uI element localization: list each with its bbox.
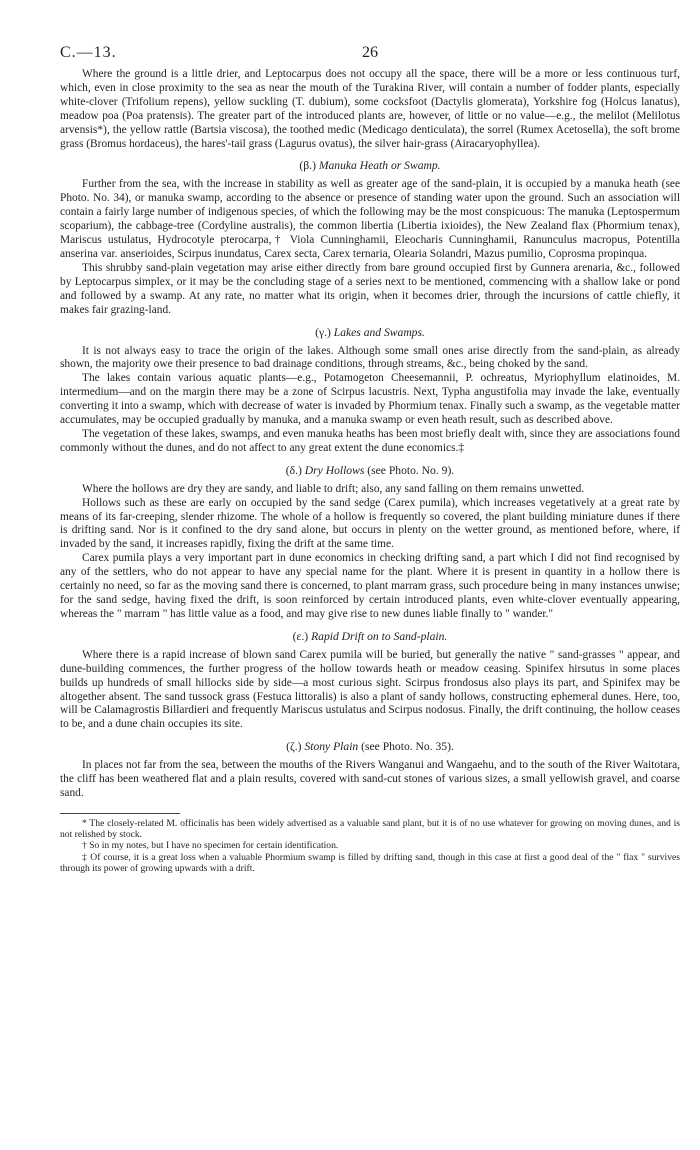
document-page xyxy=(60,40,680,874)
section-sigil: (ζ.) xyxy=(286,740,302,754)
section-heading-gamma xyxy=(60,326,680,339)
footnote: † So in my notes, but I have no specimen for certain identification. xyxy=(82,840,339,852)
section-title: Dry Hollows xyxy=(304,463,365,477)
paragraph: It is not always easy to trace the origin of the lakes. Although some small ones arise directly from the sand-plain, as already shown, the majority owe their presence to bad drainage conditions, through streams, &c., being choked by the sand. xyxy=(60,344,680,371)
footnote: ‡ Of course, it is a great loss when a valuable Phormium swamp is filled by drifting sand, though in this case at first a good deal of the " flax " survives through its power of growing upwards with a drift. xyxy=(60,851,680,874)
paragraph: This shrubby sand-plain vegetation may arise either directly from bare ground occupied first by Gunnera arenaria, &c., followed by Leptocarpus simplex, or it may be the concluding stage of a series next to be mentioned, commencing with a shallow lake or pond and followed by a swamp. At any rate, no matter what its origin, when it becomes drier, through the incursions of cattle chiefly, it makes fair grazing-land. xyxy=(60,261,680,316)
paragraph-intro: Where the ground is a little drier, and Leptocarpus does not occupy all the space, there will be a more or less continuous turf, which, even in close proximity to the sea as near the mouth of the Turakina River, will contain a number of fodder plants, especially white-clover (Trifolium repens), yellow suckling (T. dubium), some cocksfoot (Dactylis glomerata), Yorkshire fog (Holcus lanatus), meadow poa (Poa pratensis). The greater part of the introduced plants are, however, of little or no value—e.g., the melilot (Melilotus arvensis*), the yellow rattle (Bartsia viscosa), the toothed medic (Medicago denticulata), the sorrel (Rumex Acetosella), the soft brome grass (Bromus hordaceus), the hares'-tail grass (Lagurus ovatus), the silver hair-grass (Airacaryophyllea). xyxy=(60,68,680,150)
section-heading-epsilon xyxy=(60,630,680,643)
section-note: (see Photo. No. 35). xyxy=(361,740,454,754)
paragraph: Hollows such as these are early on occupied by the sand sedge (Carex pumila), which increases vegetatively at a great rate by means of its far-creeping, slender rhizome. The whole of a hollow is frequently so covered, the plant building miniature dunes if there is drifting sand. Nor is it confined to the dry sand alone, but occurs in plenty on the wetter ground, as mentioned before, where, if invaded by the sand, it increases rapidly, fixing the drift at the same time. xyxy=(60,496,680,551)
paragraph: The lakes contain various aquatic plants—e.g., Potamogeton Cheesemannii, P. ochreatus, Myriophyllum elatinoides, M. intermedium—and on the margin there may be a zone of Scirpus lacustris. Next, Typha angustifolia may invade the lake, eventually converting it into a swamp, which with decrease of water is invaded by Phormium tenax. Finally such a swamp, as the vegetable matter accumulates, may be occupied gradually by manuka, and a manuka swamp or even heath result, such as described above. xyxy=(60,372,680,427)
paragraph: The vegetation of these lakes, swamps, and even manuka heaths has been most briefly dealt with, since they are associations found commonly without the dunes, and do not affect to any great extent the dune economics.‡ xyxy=(60,427,680,454)
section-title: Lakes and Swamps. xyxy=(333,325,425,339)
section-title: Stony Plain xyxy=(304,740,359,754)
report-code: C.—13. xyxy=(60,44,117,61)
footnote: * The closely-related M. officinalis has been widely advertised as a valuable sand plant, but it is of no use whatever for growing on moving dunes, and is not relished by stock. xyxy=(60,817,680,841)
paragraph: In places not far from the sea, between the mouths of the Rivers Wanganui and Wangaehu, and to the south of the River Waitotara, the cliff has been weathered flat and a plain results, covered with sand-cut stones of various sizes, a small yellowish gravel, and coarse sand. xyxy=(60,759,680,800)
section-sigil: (δ.) xyxy=(285,463,302,477)
section-heading-beta xyxy=(60,159,680,172)
section-sigil: (β.) xyxy=(299,159,316,173)
section-note: (see Photo. No. 9). xyxy=(367,463,455,477)
page-number: 26 xyxy=(362,44,378,61)
paragraph: Further from the sea, with the increase in stability as well as greater age of the sand-plain, it is occupied by a manuka heath (see Photo. No. 34), or manuka swamp, according to the absence or presence of standing water upon the ground. Such an association will contain a fairly large number of indigenous species, of which the following may be the most conspicuous: The manuka (Leptospermum scoparium), the cabbage-tree (Cordyline australis), the common libertia (Libertia ixioides), the New Zealand flax (Phormium tenax), Mariscus ustulatus, Hydrocotyle pterocarpa,† Viola Cunninghamii, Eleocharis Cunninghamii, Ranunculus macropus, Potentilla anserina var. anserioides, Scirpus inundatus, Carex secta, Carex ternaria, Olearia Solandri, Mazus pumilio, Coprosma propinqua. xyxy=(60,178,680,260)
section-heading-zeta xyxy=(60,740,680,753)
paragraph: Where there is a rapid increase of blown sand Carex pumila will be buried, but generally the native " sand-grasses " appear, and dune-building commences, the further progress of the hollow towards heath or meadow ceasing. Spinifex hirsutus in some places builds up hundreds of small hillocks side by side—a most curious sight. Scirpus frondosus also plays its part, and Spinifex may be altogether absent. The sand tussock grass (Festuca littoralis) is also a plant of sandy hollows, constructing ephemeral dunes. Here, too, will be Calamagrostis Billardieri and frequently Mariscus ustulatus and Scirpus nodosus. Finally, the drift continuing, the hollow ceases to be, and a dune chain occupies its site. xyxy=(60,648,680,731)
footnote-divider xyxy=(60,813,180,814)
section-title: Manuka Heath or Swamp. xyxy=(318,159,441,173)
paragraph: Carex pumila plays a very important part in dune economics in checking drifting sand, a part which I did not find recognised by any of the settlers, who do not appear to have any special name for the plant. Where it is present in quantity in a hollow there is certainly no need, so far as the moving sand there is concerned, to plant marram grass, such procedure being in many instances unwise; for the sand sedge, having fixed the drift, is soon reinforced by certain introduced plants, even white-clover eventually appearing, whereas the " marram " has little value as a food, and may give rise to new dunes liable finally to " wander." xyxy=(60,552,680,620)
paragraph: Where the hollows are dry they are sandy, and liable to drift; also, any sand falling on them remains unwetted. xyxy=(82,482,585,495)
section-heading-delta xyxy=(60,464,680,477)
page-header xyxy=(60,40,680,68)
section-title: Rapid Drift on to Sand-plain. xyxy=(311,629,448,643)
section-sigil: (ε.) xyxy=(292,629,309,643)
section-sigil: (γ.) xyxy=(315,325,331,339)
